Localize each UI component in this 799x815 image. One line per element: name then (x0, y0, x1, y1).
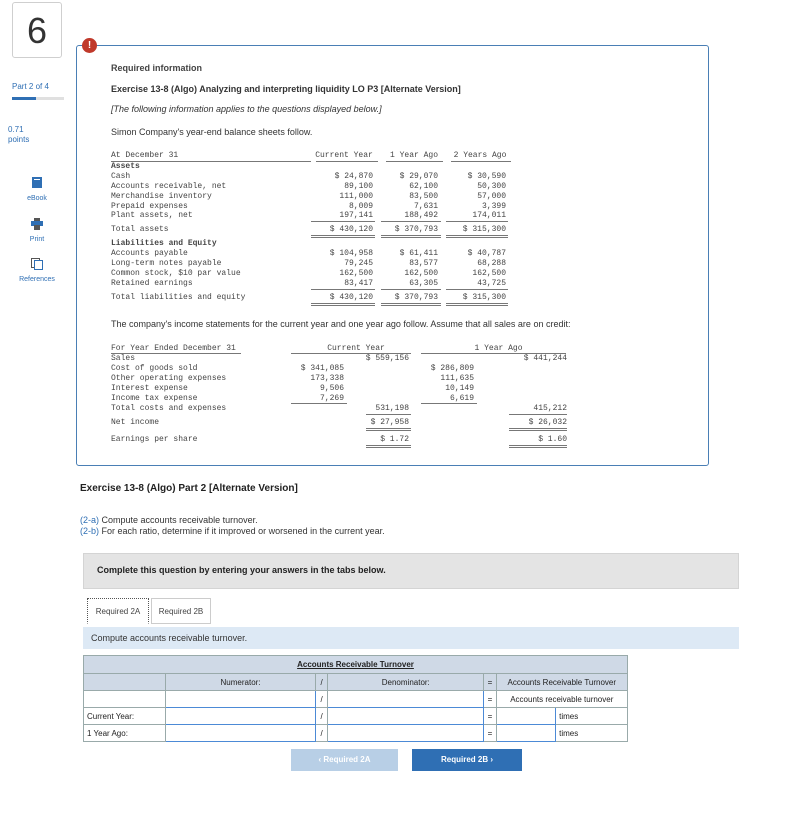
bs-cell: $ 104,958 (329, 249, 373, 258)
denominator-field[interactable] (331, 709, 480, 724)
print-button[interactable] (6, 218, 68, 243)
denominator-input-prior[interactable] (328, 725, 484, 742)
result-input-current[interactable] (496, 708, 556, 725)
bs-cell: 111,000 (339, 192, 373, 201)
bs-cell: $ 30,590 (467, 172, 506, 181)
is-eps-current: $ 1.72 (380, 435, 409, 444)
tab-required-2a[interactable]: Required 2A (87, 598, 149, 624)
is-row-label: Income tax expense (111, 394, 198, 403)
grid-result-label: Accounts Receivable Turnover (496, 674, 627, 691)
bs-row-label: Cash (111, 172, 131, 181)
bs-cell: 79,245 (344, 259, 373, 268)
bs-total-assets-label: Total assets (111, 225, 169, 234)
bs-assets-label: Assets (111, 162, 140, 171)
numerator-input-prior[interactable] (166, 725, 316, 742)
bs-cell: 188,492 (404, 211, 438, 220)
is-total-costs-current: 531,198 (375, 404, 409, 413)
info-note: [The following information applies to the questions displayed below.] (111, 104, 382, 114)
is-total-costs-label: Total costs and expenses (111, 404, 227, 413)
bs-total-liab-label: Total liabilities and equity (111, 293, 246, 302)
bs-row-label: Retained earnings (111, 279, 193, 288)
prev-label: Required 2A (323, 755, 371, 764)
bs-cell: 83,577 (409, 259, 438, 268)
bs-cell: 89,100 (344, 182, 373, 191)
numerator-field[interactable] (169, 692, 312, 707)
denominator-input-current[interactable] (328, 708, 484, 725)
grid-equals: = (484, 708, 496, 725)
bs-total-cell: $ 370,793 (394, 293, 438, 302)
grid-header-blank (84, 674, 166, 691)
balance-sheet (111, 148, 514, 304)
instructions-text: Complete this question by entering your answers in the tabs below. (97, 565, 386, 575)
numerator-field[interactable] (169, 726, 312, 741)
bs-cell: 62,100 (409, 182, 438, 191)
bs-row-label: Merchandise inventory (111, 192, 212, 201)
requirement-2b-tag: (2-b) (80, 526, 100, 536)
bs-cell: $ 61,411 (399, 249, 438, 258)
exercise-part-title: Exercise 13-8 (Algo) Part 2 [Alternate Version] (80, 483, 298, 494)
grid-divider: / (315, 708, 327, 725)
ebook-label: eBook (27, 195, 47, 202)
denominator-field[interactable] (331, 692, 480, 707)
alert-icon: ! (82, 38, 97, 53)
requirement-2a-text: Compute accounts receivable turnover. (101, 515, 258, 525)
is-eps-prior: $ 1.60 (538, 435, 567, 444)
is-row-label: Cost of goods sold (111, 364, 198, 373)
grid-result-sub: Accounts receivable turnover (496, 691, 627, 708)
row-label-current: Current Year: (84, 708, 166, 725)
bs-cell: $ 24,870 (334, 172, 373, 181)
bs-row-label: Plant assets, net (111, 211, 193, 220)
points-label: points (8, 135, 30, 144)
tab-required-2b[interactable]: Required 2B (151, 598, 211, 624)
is-cell: 7,269 (319, 394, 344, 403)
result-input-prior[interactable] (496, 725, 556, 742)
print-icon (6, 218, 68, 233)
result-field[interactable] (500, 709, 553, 724)
requirement-2b (80, 526, 385, 536)
is-row-label: Interest expense (111, 384, 188, 393)
denominator-field[interactable] (331, 726, 480, 741)
bs-total-cell: $ 430,120 (329, 225, 373, 234)
grid-divider: / (315, 691, 327, 708)
points (8, 125, 29, 145)
numerator-input-header[interactable] (166, 691, 316, 708)
income-intro: The company's income statements for the current year and one year ago follow. Assume that all sales are on credit: (111, 319, 571, 329)
grid-divider: / (315, 674, 327, 691)
tab-instruction: Compute accounts receivable turnover. (91, 633, 248, 643)
exercise-title: Exercise 13-8 (Algo) Analyzing and interpreting liquidity LO P3 [Alternate Version] (111, 84, 461, 94)
bs-row-label: Common stock, $10 par value (111, 269, 241, 278)
part-progress-bar (12, 97, 64, 100)
bs-total-cell: $ 370,793 (394, 225, 438, 234)
grid-denominator-label: Denominator: (328, 674, 484, 691)
bs-cell: 162,500 (472, 269, 506, 278)
references-label: References (19, 276, 55, 283)
ar-turnover-grid (83, 655, 628, 742)
balance-sheet-intro: Simon Company's year-end balance sheets follow. (111, 127, 313, 137)
bs-col-2yr: 2 Years Ago (453, 151, 507, 160)
numerator-input-current[interactable] (166, 708, 316, 725)
is-cell: 6,619 (449, 394, 474, 403)
is-net-income-current: $ 27,958 (370, 418, 409, 427)
bs-cell: 43,725 (477, 279, 506, 288)
is-net-income-prior: $ 26,032 (528, 418, 567, 427)
bs-cell: $ 29,070 (399, 172, 438, 181)
grid-equals: = (484, 674, 496, 691)
book-icon (6, 176, 68, 192)
is-cell: 10,149 (445, 384, 474, 393)
instructions-bar (83, 553, 739, 589)
bs-header-label: At December 31 (111, 151, 179, 160)
bs-row-label: Long-term notes payable (111, 259, 222, 268)
prev-required-2a-button[interactable] (291, 749, 398, 771)
income-statement (111, 342, 571, 448)
question-number: 6 (12, 2, 62, 58)
bs-col-current: Current Year (315, 151, 373, 160)
unit-current: times (556, 708, 628, 725)
grid-numerator-label: Numerator: (166, 674, 316, 691)
bs-cell: 8,009 (348, 202, 373, 211)
requirement-2a-tag: (2-a) (80, 515, 100, 525)
grid-divider: / (315, 725, 327, 742)
bs-row-label: Prepaid expenses (111, 202, 188, 211)
bs-cell: 83,500 (409, 192, 438, 201)
is-sales-prior: $ 441,244 (523, 354, 567, 363)
bs-total-cell: $ 430,120 (329, 293, 373, 302)
bs-row-label: Accounts payable (111, 249, 188, 258)
is-sales-current: $ 559,156 (365, 354, 409, 363)
bs-cell: 162,500 (404, 269, 438, 278)
bs-cell: 162,500 (339, 269, 373, 278)
part-indicator: Part 2 of 4 (12, 82, 49, 91)
bs-cell: 174,011 (472, 211, 506, 220)
bs-cell: 63,305 (409, 279, 438, 288)
requirement-2a (80, 515, 258, 525)
bs-row-label: Accounts receivable, net (111, 182, 227, 191)
chevron-right-icon: › (490, 755, 494, 764)
bs-cell: 83,417 (344, 279, 373, 288)
section-label: Required information (111, 63, 203, 73)
tab-instruction-strip (83, 627, 739, 649)
bs-cell: 68,288 (477, 259, 506, 268)
grid-equals: = (484, 725, 496, 742)
bs-col-1yr: 1 Year Ago (389, 151, 438, 160)
bs-cell: $ 40,787 (467, 249, 506, 258)
references-icon (6, 258, 68, 273)
ebook-button[interactable] (6, 176, 68, 202)
row-label-prior: 1 Year Ago: (84, 725, 166, 742)
is-sales-label: Sales (111, 354, 136, 363)
is-row-label: Other operating expenses (111, 374, 227, 383)
unit-prior: times (556, 725, 628, 742)
is-cell: $ 341,085 (300, 364, 344, 373)
denominator-input-header[interactable] (328, 691, 484, 708)
grid-title: Accounts Receivable Turnover (84, 656, 628, 674)
result-field[interactable] (500, 726, 553, 741)
next-label: Required 2B (440, 755, 489, 764)
print-label: Print (29, 236, 45, 243)
is-header-label: For Year Ended December 31 (111, 344, 236, 353)
bs-cell: 57,000 (477, 192, 506, 201)
bs-cell: 197,141 (339, 211, 373, 220)
bs-total-cell: $ 315,300 (462, 293, 506, 302)
points-value: 0.71 (8, 125, 24, 134)
is-eps-label: Earnings per share (111, 435, 198, 444)
bs-liab-label: Liabilities and Equity (111, 239, 217, 248)
is-cell: 173,338 (310, 374, 344, 383)
is-col-prior: 1 Year Ago (474, 344, 523, 353)
grid-row-blank (84, 691, 166, 708)
is-cell: 9,506 (319, 384, 344, 393)
is-col-current: Current Year (327, 344, 385, 353)
bs-cell: 7,631 (413, 202, 438, 211)
bs-cell: 50,300 (477, 182, 506, 191)
grid-equals: = (484, 691, 496, 708)
is-total-costs-prior: 415,212 (533, 404, 567, 413)
is-cell: $ 286,809 (430, 364, 474, 373)
is-net-income-label: Net income (111, 418, 160, 427)
bs-total-cell: $ 315,300 (462, 225, 506, 234)
bs-cell: 3,399 (481, 202, 506, 211)
requirement-2b-text: For each ratio, determine if it improved or worsened in the current year. (101, 526, 385, 536)
numerator-field[interactable] (169, 709, 312, 724)
chevron-left-icon: ‹ (318, 755, 322, 764)
references-button[interactable] (6, 258, 68, 283)
next-required-2b-button[interactable] (412, 749, 522, 771)
is-cell: 111,635 (440, 374, 474, 383)
